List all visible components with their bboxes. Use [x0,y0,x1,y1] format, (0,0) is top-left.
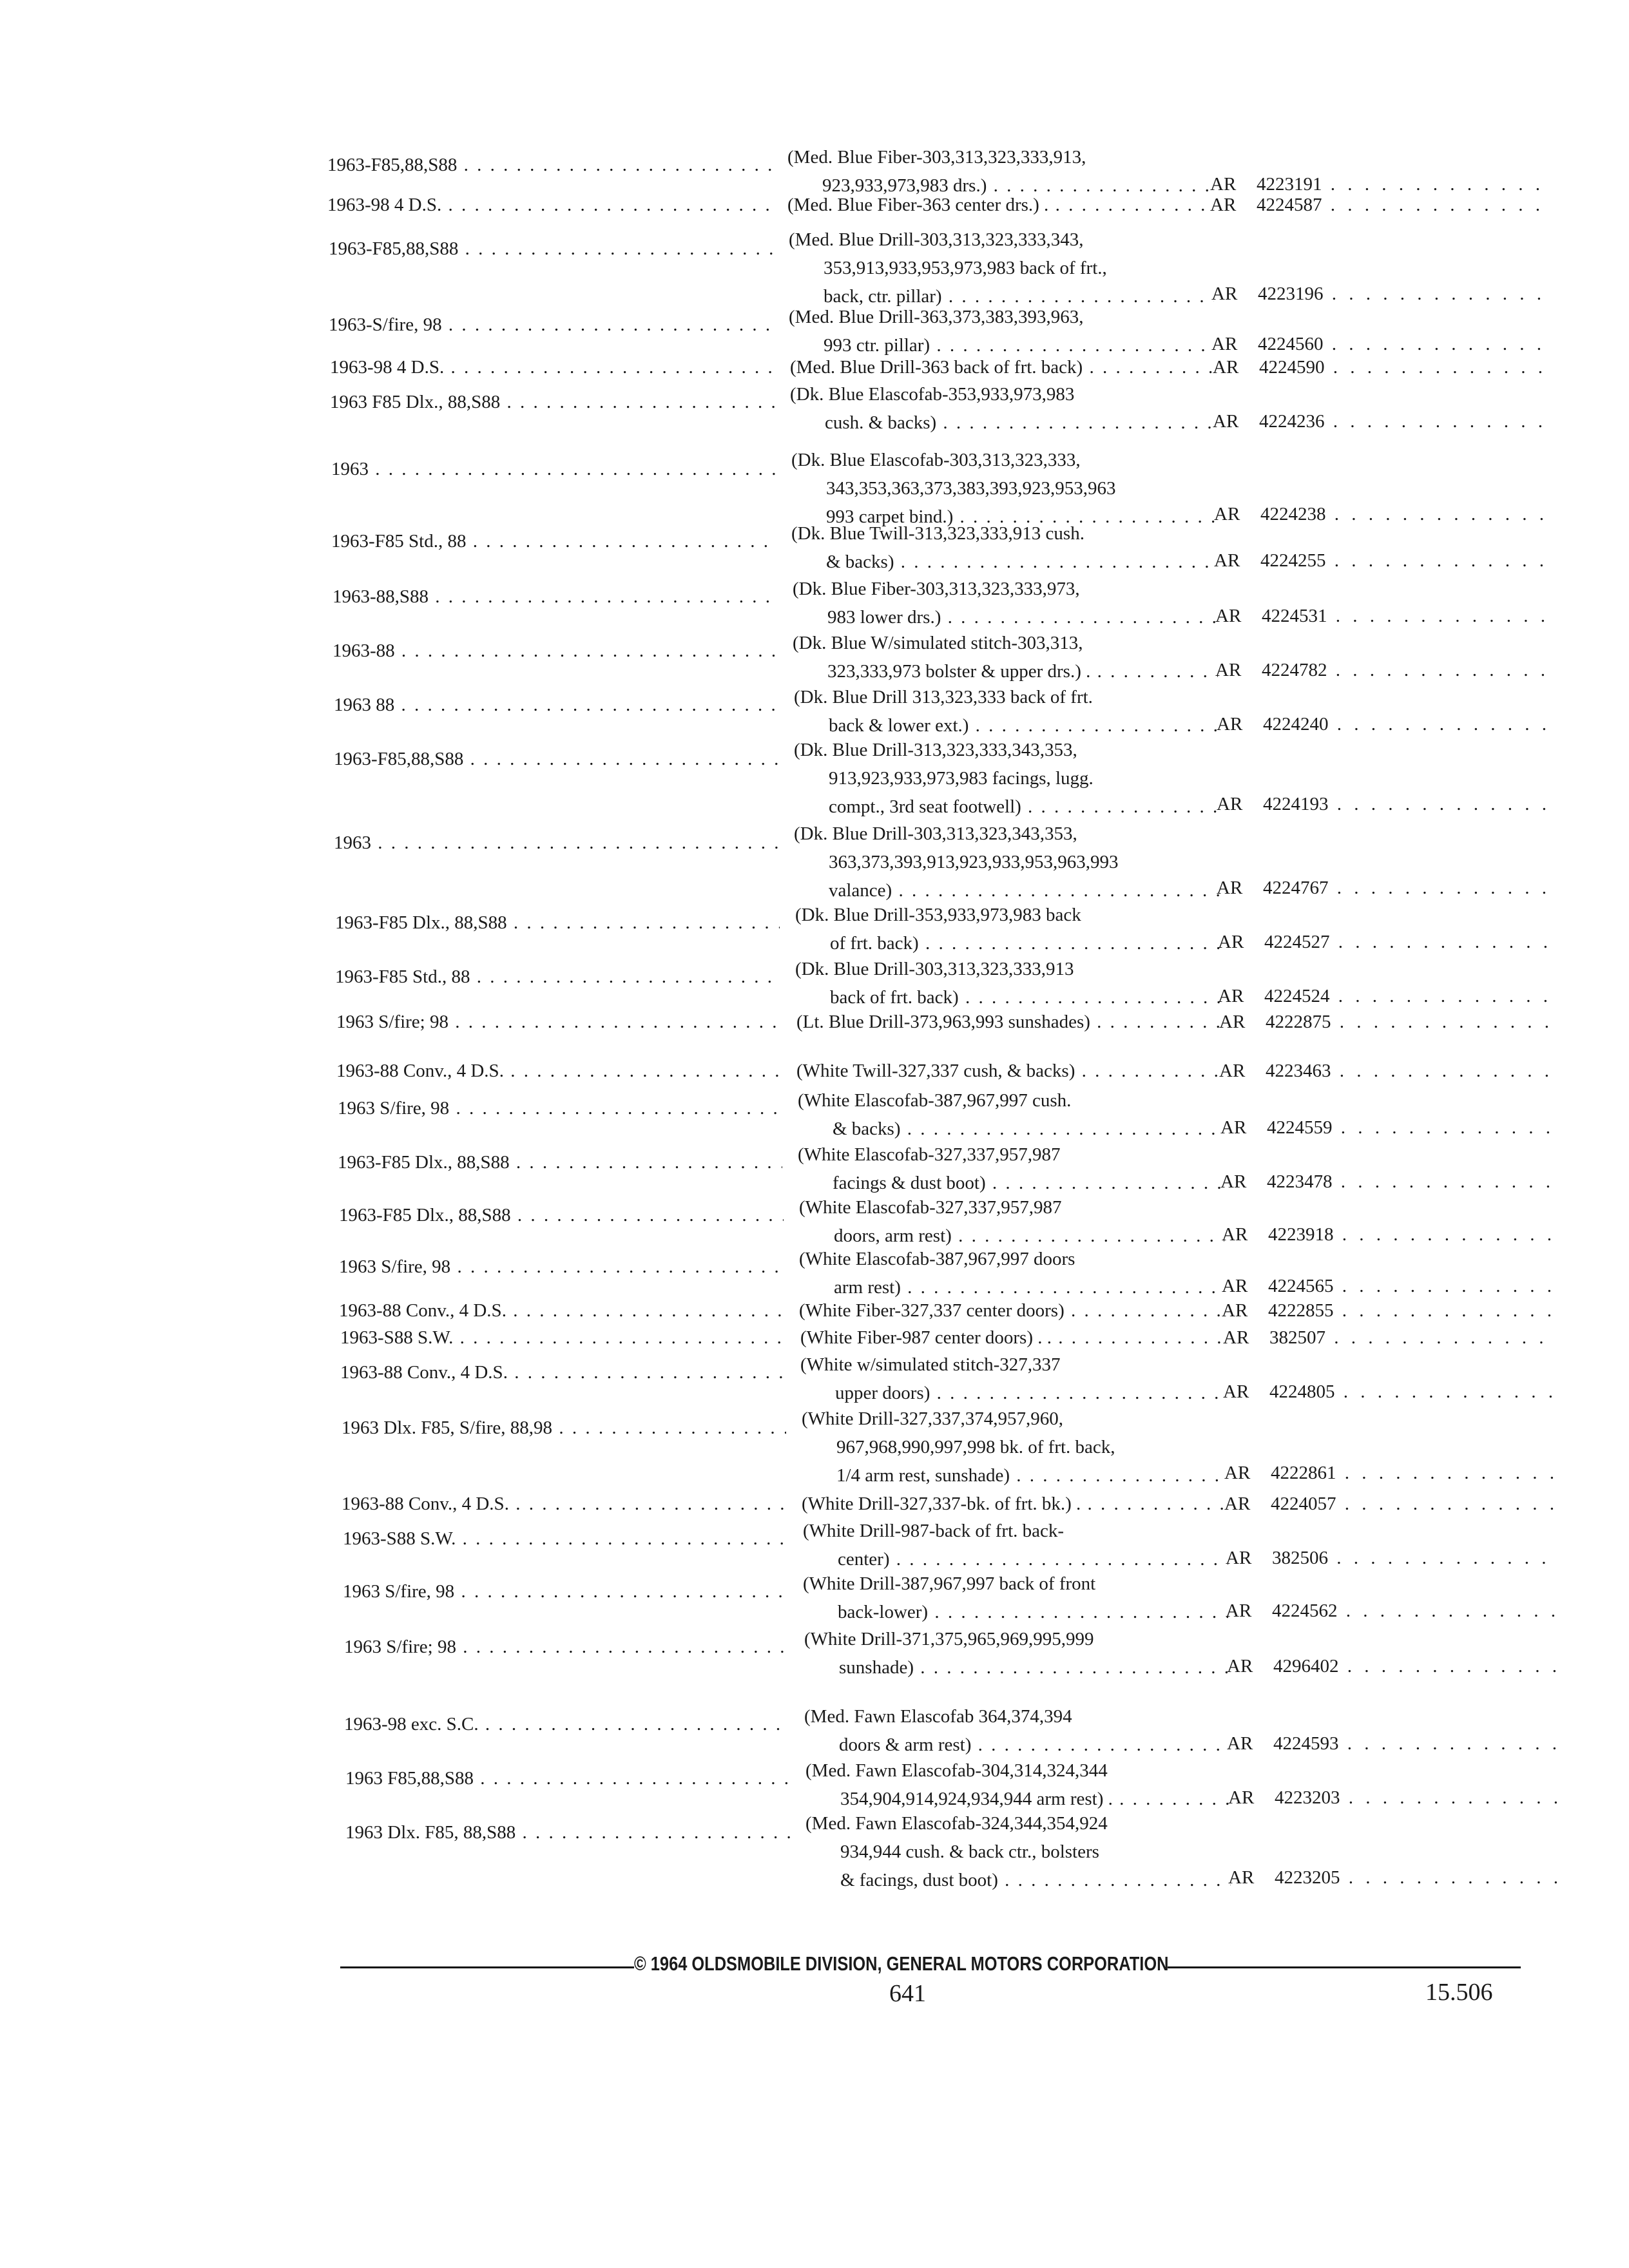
description-line: 323,333,973 bolster & upper drs.) . . . . [793,657,1218,686]
part-description [796,1057,1222,1085]
description-line: 354,904,914,924,934,944 arm rest) . . . . [805,1785,1231,1813]
description-line: & backs) . . . [798,1115,1223,1143]
description-line: 913,923,933,973,983 facings, lugg. [829,768,1094,789]
parts-entry [0,1809,1629,1890]
model-label: 1963-S88 S.W. . . . [343,1524,787,1553]
part-description [790,380,1215,437]
model-label: 1963-F85 Std., 88 . . . [335,963,780,991]
part-number: 4222861 . . . [1271,1459,1554,1487]
description-line: cush. & backs) . . . [790,408,1215,437]
description-line: 993 carpet bind.) . . . [791,503,1217,531]
part-description [789,226,1214,311]
parts-entry [0,191,1629,218]
quantity-code: AR [1226,1548,1252,1568]
description-line: (Med. Blue Fiber-363 center drs.) . . . . [787,191,1213,219]
part-number: 4222855 . . . [1268,1296,1552,1325]
quantity-code: AR [1217,714,1243,735]
part-description [793,629,1218,686]
description-line: of frt. back) . . . [795,929,1220,957]
part-number: 4224255 . . . [1260,546,1544,575]
model-label: 1963-98 4 D.S. . . . [330,353,775,381]
model-label: 1963-88 Conv., 4 D.S. . . . [339,1296,784,1325]
description-line: (White Twill-327,337 cush, & backs) . . . [796,1057,1222,1085]
part-number: 4224590 . . . [1259,353,1543,381]
parts-entry [0,1245,1629,1299]
part-number: 4223463 . . . [1266,1057,1549,1085]
description-line: (Med. Blue Drill-363,373,383,393,963, [789,307,1084,327]
part-description [791,446,1217,531]
model-label: 1963 S/fire, 98 . . . [338,1094,782,1122]
section-number: 15.506 [1425,1979,1493,2006]
parts-entry [0,901,1629,955]
description-line: (Med. Fawn Elascofab-324,344,354,924 [805,1813,1108,1834]
description-line: back of frt. back) . . . [795,983,1220,1012]
part-number: 4224527 . . . [1264,928,1548,956]
part-number: 4224782 . . . [1262,656,1545,684]
quantity-code: AR [1211,334,1238,354]
part-description [796,1008,1222,1036]
model-label: 1963 S/fire; 98 . . . [344,1633,789,1661]
part-description [794,683,1219,740]
quantity-code: AR [1220,1117,1247,1138]
quantity-code: AR [1210,195,1237,215]
footer-rule-left [340,1966,634,1968]
model-label: 1963 Dlx. F85, S/fire, 88,98 . . . [342,1414,786,1442]
page-number: 641 [889,1980,926,2007]
model-label: 1963-98 4 D.S. . . . [327,191,772,219]
part-number: 4224559 . . . [1267,1113,1550,1142]
quantity-code: AR [1215,660,1242,680]
description-line: sunshade) . . . [804,1653,1229,1682]
description-line: (Dk. Blue Drill-303,313,323,343,353, [794,823,1077,844]
model-label: 1963-S88 S.W. . . . [340,1323,785,1352]
part-number: 4224560 . . . [1258,330,1541,358]
parts-entry [0,575,1629,629]
part-number: 4224587 . . . [1257,191,1540,219]
part-description [800,1323,1226,1352]
part-number: 4224531 . . . [1262,602,1545,630]
model-label: 1963 88 . . . [334,691,778,719]
part-description [803,1517,1228,1573]
quantity-code: AR [1224,1494,1251,1514]
quantity-code: AR [1223,1327,1249,1348]
part-number: 4224057 . . . [1271,1490,1554,1518]
parts-entry [0,1057,1629,1084]
parts-entry [0,1323,1629,1350]
parts-entry [0,353,1629,380]
part-description [805,1809,1231,1894]
quantity-code: AR [1219,1061,1246,1081]
part-number: 4223478 . . . [1267,1168,1550,1196]
description-line: 363,373,393,913,923,933,953,963,993 [829,852,1119,872]
parts-entry [0,820,1629,901]
quantity-code: AR [1211,284,1238,304]
parts-entry [0,380,1629,434]
quantity-code: AR [1217,794,1243,814]
part-description [795,955,1220,1012]
description-line: (Dk. Blue Fiber-303,313,323,333,973, [793,579,1080,599]
description-line: (White Drill-987-back of frt. back- [803,1521,1065,1541]
part-description [787,191,1213,219]
description-line: (Dk. Blue W/simulated stitch-303,313, [793,633,1083,653]
model-label: 1963 S/fire, 98 . . . [339,1253,784,1281]
description-line: (Dk. Blue Twill-313,323,333,913 cush. [791,523,1084,544]
model-label: 1963 F85 Dlx., 88,S88 . . . [330,388,775,416]
parts-entry [0,1702,1629,1756]
model-label: 1963 Dlx. F85, 88,S88 . . . [345,1818,790,1847]
description-line: compt., 3rd seat footwell) . . . [794,793,1219,821]
part-description [789,303,1214,360]
parts-entry [0,519,1629,573]
parts-entry [0,1405,1629,1486]
part-description [804,1702,1229,1759]
model-label: 1963-98 exc. S.C. . . . [344,1710,789,1738]
quantity-code: AR [1228,1867,1255,1888]
quantity-code: AR [1214,504,1240,524]
part-number: 4224193 . . . [1263,790,1547,818]
parts-entry [0,736,1629,817]
quantity-code: AR [1224,1463,1251,1483]
parts-entry [0,1490,1629,1517]
parts-entry [0,1625,1629,1679]
quantity-code: AR [1223,1381,1249,1402]
model-label: 1963 S/fire; 98 . . . [336,1008,781,1036]
parts-entry [0,1350,1629,1405]
description-line: valance) . . . [794,876,1219,905]
description-line: 967,968,990,997,998 bk. of frt. back, [836,1437,1115,1457]
description-line: 1/4 arm rest, sunshade) . . . [802,1461,1227,1490]
part-number: 4223205 . . . [1275,1863,1558,1892]
description-line: doors & arm rest) . . . [804,1731,1229,1759]
model-label: 1963-F85,88,S88 . . . [327,151,772,179]
model-label: 1963-F85 Dlx., 88,S88 . . . [339,1201,784,1229]
part-number: 4223191 . . . [1257,170,1540,198]
part-number: 4224565 . . . [1268,1272,1552,1300]
model-label: 1963-F85,88,S88 . . . [329,235,773,263]
part-number: 4224593 . . . [1273,1729,1557,1758]
parts-entry [0,1140,1629,1195]
description-line: back & lower ext.) . . . [794,711,1219,740]
model-label: 1963-F85 Dlx., 88,S88 . . . [335,908,780,937]
part-description [799,1296,1224,1325]
part-number: 4224238 . . . [1260,500,1544,528]
description-line: & backs) . . . [791,548,1217,576]
description-line: (White Fiber-987 center doors) . . . . . [800,1323,1226,1352]
part-description [799,1245,1224,1302]
part-number: 4224562 . . . [1272,1597,1556,1625]
part-number: 4223203 . . . [1275,1783,1558,1812]
part-number: 382507 . . . [1269,1323,1553,1352]
model-label: 1963-88 Conv., 4 D.S. . . . [342,1490,786,1518]
description-line: (Med. Blue Fiber-303,313,323,333,913, [787,147,1086,168]
description-line: (White Elascofab-327,337,957,987 [799,1197,1062,1218]
model-label: 1963 F85,88,S88 . . . [345,1764,790,1792]
footer-rule-right [1168,1966,1521,1968]
model-label: 1963 . . . [331,455,776,483]
part-description [798,1086,1223,1143]
parts-entry [0,629,1629,683]
part-description [800,1350,1226,1407]
part-description [798,1140,1223,1197]
model-label: 1963-88 Conv., 4 D.S. . . . [336,1057,781,1085]
quantity-code: AR [1222,1276,1248,1296]
model-label: 1963-88,S88 . . . [333,582,777,611]
parts-entry [0,1086,1629,1140]
quantity-code: AR [1213,357,1239,378]
quantity-code: AR [1210,174,1237,195]
description-line: (White Drill-327,337-bk. of frt. bk.) . . . . [802,1490,1227,1518]
description-line: back, ctr. pillar) . . . [789,282,1214,311]
description-line: (Dk. Blue Drill-303,313,323,333,913 [795,959,1074,979]
parts-entry [0,226,1629,307]
description-line: doors, arm rest) . . . [799,1222,1224,1250]
part-number: 4224805 . . . [1269,1378,1553,1406]
part-description [802,1405,1227,1490]
parts-entry [0,955,1629,1009]
description-line: (Med. Fawn Elascofab 364,374,394 [804,1706,1072,1727]
parts-entry [0,1296,1629,1323]
quantity-code: AR [1218,932,1244,952]
description-line: 343,353,363,373,383,393,923,953,963 [826,478,1116,499]
part-description [803,1570,1228,1626]
part-number: 4222875 . . . [1266,1008,1549,1036]
part-number: 4224240 . . . [1263,710,1547,738]
part-description [794,820,1219,905]
description-line: 353,913,933,953,973,983 back of frt., [824,258,1107,278]
quantity-code: AR [1227,1733,1253,1754]
part-number: 4224767 . . . [1263,874,1547,902]
model-label: 1963 S/fire, 98 . . . [343,1577,787,1606]
description-line: (White Elascofab-327,337,957,987 [798,1144,1061,1165]
description-line: (Dk. Blue Elascofab-303,313,323,333, [791,450,1081,470]
parts-entry [0,303,1629,357]
model-label: 1963-F85 Dlx., 88,S88 . . . [338,1148,782,1177]
description-line: (Dk. Blue Drill 313,323,333 back of frt. [794,687,1093,707]
description-line: & facings, dust boot) . . . [805,1866,1231,1894]
quantity-code: AR [1227,1656,1253,1677]
quantity-code: AR [1217,878,1243,898]
description-line: arm rest) . . . [799,1273,1224,1302]
description-line: (Dk. Blue Drill-313,323,333,343,353, [794,740,1077,760]
quantity-code: AR [1213,411,1239,432]
description-line: (White Drill-387,967,997 back of front [803,1573,1096,1594]
quantity-code: AR [1215,606,1242,626]
model-label: 1963 . . . [334,829,778,857]
quantity-code: AR [1214,550,1240,571]
parts-entry [0,683,1629,737]
description-line: (Lt. Blue Drill-373,963,993 sunshades) . . . [796,1008,1222,1036]
description-line: 923,933,973,983 drs.) . . . [787,171,1213,200]
copyright-footer: © 1964 OLDSMOBILE DIVISION, GENERAL MOTORS CORPORATION [634,1952,1169,1975]
description-line: back-lower) . . . [803,1598,1228,1626]
model-label: 1963-F85 Std., 88 . . . [331,527,776,555]
part-description [805,1756,1231,1813]
description-line: (Dk. Blue Elascofab-353,933,973,983 [790,384,1075,405]
quantity-code: AR [1222,1300,1248,1321]
description-line: (White Drill-371,375,965,969,995,999 [804,1629,1094,1649]
description-line: center) . . . [803,1545,1228,1573]
part-description [790,353,1215,381]
description-line: 993 ctr. pillar) . . . [789,331,1214,360]
quantity-code: AR [1220,1171,1247,1192]
model-label: 1963-88 Conv., 4 D.S. . . . [340,1358,785,1387]
model-label: 1963-S/fire, 98 . . . [329,311,773,339]
description-line: (White Fiber-327,337 center doors) . . . [799,1296,1224,1325]
part-number: 382506 . . . [1272,1544,1556,1572]
part-number: 4296402 . . . [1273,1652,1557,1680]
description-line: (White Elascofab-387,967,997 doors [799,1249,1075,1269]
description-line: (Dk. Blue Drill-353,933,973,983 back [795,905,1081,925]
parts-entry [0,143,1629,197]
part-description [802,1490,1227,1518]
quantity-code: AR [1218,986,1244,1006]
quantity-code: AR [1219,1012,1246,1032]
quantity-code: AR [1228,1787,1255,1808]
description-line: (White w/simulated stitch-327,337 [800,1354,1061,1375]
part-number: 4223918 . . . [1268,1220,1552,1249]
parts-entry [0,1517,1629,1571]
part-number: 4224236 . . . [1259,407,1543,436]
part-description [804,1625,1229,1682]
parts-entry [0,446,1629,527]
description-line: upper doors) . . . [800,1379,1226,1407]
part-number: 4223196 . . . [1258,280,1541,308]
description-line: (White Elascofab-387,967,997 cush. [798,1090,1072,1111]
part-number: 4224524 . . . [1264,982,1548,1010]
description-line: facings & dust boot) . . . [798,1169,1223,1197]
description-line: (Med. Blue Drill-363 back of frt. back) . . . [790,353,1215,381]
quantity-code: AR [1226,1600,1252,1621]
description-line: 983 lower drs.) . . . [793,603,1218,631]
description-line: (White Drill-327,337,374,957,960, [802,1408,1063,1429]
quantity-code: AR [1222,1224,1248,1245]
parts-entry [0,1756,1629,1811]
parts-entry [0,1008,1629,1035]
part-description [799,1193,1224,1250]
parts-entry [0,1570,1629,1624]
model-label: 1963-F85,88,S88 . . . [334,745,778,773]
part-description [793,575,1218,631]
model-label: 1963-88 . . . [333,637,777,665]
description-line: (Med. Blue Drill-303,313,323,333,343, [789,229,1084,250]
part-description [794,736,1219,821]
part-description [795,901,1220,957]
part-description [791,519,1217,576]
description-line: 934,944 cush. & back ctr., bolsters [840,1841,1099,1862]
parts-entry [0,1193,1629,1247]
description-line: (Med. Fawn Elascofab-304,314,324,344 [805,1760,1108,1781]
